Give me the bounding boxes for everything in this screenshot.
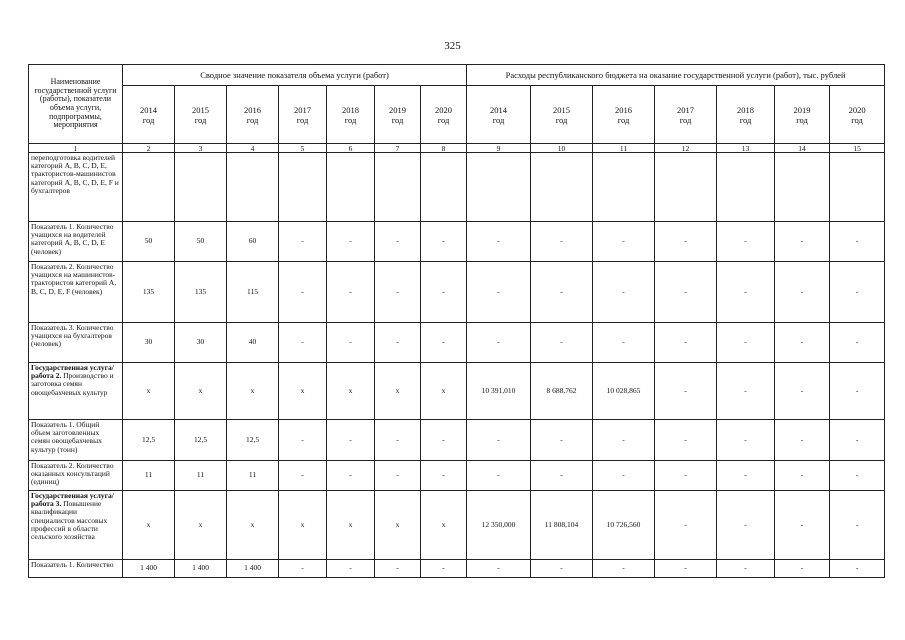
- value-cell-col-3: 12,5: [175, 420, 227, 461]
- column-number-9: 9: [467, 144, 531, 153]
- value-cell-col-13: -: [717, 323, 775, 363]
- value-cell-col-4: x: [227, 363, 279, 420]
- year-suffix: год: [492, 114, 505, 125]
- row-name: Повышение квалификации специалистов массовых профессий в области сельского хозяйства: [31, 499, 108, 542]
- year-header-13: [717, 86, 775, 144]
- value-cell-col-3: 50: [175, 222, 227, 262]
- value-cell-col-11: -: [593, 323, 655, 363]
- year-header-2: [123, 86, 175, 144]
- year-value: 2019: [389, 104, 406, 115]
- value-cell-col-4: x: [227, 491, 279, 560]
- value-cell-col-9: 10 391,010: [467, 363, 531, 420]
- year-suffix: год: [246, 114, 259, 125]
- row-name: Показатель 1. Количество учащихся на водителей категорий A, B, C, D, E (человек): [31, 222, 114, 256]
- year-header-row: [29, 86, 885, 144]
- value-cell-col-13: -: [717, 491, 775, 560]
- value-cell-col-6: -: [327, 461, 375, 491]
- value-cell-col-7: x: [375, 491, 421, 560]
- value-cell-col-8: -: [421, 461, 467, 491]
- row-name: переподготовка водителей категорий A, B, C, D, E, трактористов-машинистов категорий A, B, C, D, E, F и бухгалтеров: [31, 153, 119, 195]
- year-header-15: [830, 86, 885, 144]
- value-cell-col-5: -: [279, 323, 327, 363]
- value-cell-col-13: -: [717, 420, 775, 461]
- row-name-cell: [29, 323, 123, 363]
- value-cell-col-7: -: [375, 420, 421, 461]
- value-cell-col-10: -: [531, 420, 593, 461]
- value-cell-col-6: x: [327, 363, 375, 420]
- row-name-cell: [29, 491, 123, 560]
- value-cell-col-4: 115: [227, 262, 279, 323]
- value-cell-col-15: -: [830, 560, 885, 578]
- value-cell-col-5: [279, 153, 327, 222]
- value-cell-col-6: x: [327, 491, 375, 560]
- value-cell-col-6: -: [327, 560, 375, 578]
- value-cell-col-12: -: [655, 491, 717, 560]
- year-value: 2018: [342, 104, 359, 115]
- value-cell-col-15: -: [830, 262, 885, 323]
- column-number-7: 7: [375, 144, 421, 153]
- value-cell-col-2: 30: [123, 323, 175, 363]
- value-cell-col-15: -: [830, 461, 885, 491]
- year-suffix: год: [739, 114, 752, 125]
- value-cell-col-2: 135: [123, 262, 175, 323]
- value-cell-col-15: -: [830, 363, 885, 420]
- value-cell-col-3: 1 400: [175, 560, 227, 578]
- value-cell-col-6: -: [327, 262, 375, 323]
- year-header-5: [279, 86, 327, 144]
- value-cell-col-5: -: [279, 262, 327, 323]
- column-number-15: 15: [830, 144, 885, 153]
- value-cell-col-12: -: [655, 262, 717, 323]
- value-cell-col-8: -: [421, 222, 467, 262]
- value-cell-col-5: x: [279, 491, 327, 560]
- table-row: [29, 262, 885, 323]
- value-cell-col-2: 11: [123, 461, 175, 491]
- year-value: 2016: [615, 104, 633, 115]
- value-cell-col-9: -: [467, 461, 531, 491]
- value-cell-col-3: 30: [175, 323, 227, 363]
- value-cell-col-10: -: [531, 461, 593, 491]
- table-body: [29, 153, 885, 578]
- value-cell-col-4: 60: [227, 222, 279, 262]
- value-cell-col-7: -: [375, 461, 421, 491]
- value-cell-col-8: [421, 153, 467, 222]
- value-cell-col-14: -: [775, 323, 830, 363]
- value-cell-col-9: [467, 153, 531, 222]
- value-cell-col-10: -: [531, 262, 593, 323]
- value-cell-col-14: -: [775, 262, 830, 323]
- value-cell-col-8: x: [421, 491, 467, 560]
- value-cell-col-7: -: [375, 323, 421, 363]
- value-cell-col-2: [123, 153, 175, 222]
- value-cell-col-7: -: [375, 560, 421, 578]
- value-cell-col-11: -: [593, 262, 655, 323]
- year-value: 2016: [244, 104, 261, 115]
- row-name-cell: [29, 262, 123, 323]
- value-cell-col-12: -: [655, 461, 717, 491]
- table-row: [29, 222, 885, 262]
- year-header-10: [531, 86, 593, 144]
- value-cell-col-9: -: [467, 560, 531, 578]
- value-cell-col-11: 10 726,560: [593, 491, 655, 560]
- year-header-12: [655, 86, 717, 144]
- value-cell-col-11: -: [593, 560, 655, 578]
- value-cell-col-7: [375, 153, 421, 222]
- column-number-10: 10: [531, 144, 593, 153]
- year-value: 2014: [140, 104, 157, 115]
- row-name: Показатель 1. Общий объем заготовленных семян овощебахчевых культур (тонн): [31, 420, 102, 454]
- table-row: [29, 420, 885, 461]
- value-cell-col-8: -: [421, 560, 467, 578]
- row-name: Показатель 3. Количество учащихся на бухгалтеров (человек): [31, 323, 114, 349]
- year-value: 2019: [793, 104, 811, 115]
- year-suffix: год: [796, 114, 808, 125]
- value-cell-col-3: x: [175, 363, 227, 420]
- value-cell-col-4: 12,5: [227, 420, 279, 461]
- expenses-group-header: Расходы республиканского бюджета на оказание государственной услуги (работ), тыс. рублей: [467, 65, 885, 86]
- value-cell-col-2: 12,5: [123, 420, 175, 461]
- column-number-11: 11: [593, 144, 655, 153]
- year-suffix: год: [142, 114, 155, 125]
- value-cell-col-6: -: [327, 222, 375, 262]
- value-cell-col-7: x: [375, 363, 421, 420]
- value-cell-col-10: 11 808,104: [531, 491, 593, 560]
- year-header-11: [593, 86, 655, 144]
- value-cell-col-9: -: [467, 420, 531, 461]
- row-name-cell: [29, 222, 123, 262]
- year-suffix: год: [851, 114, 863, 125]
- value-cell-col-12: [655, 153, 717, 222]
- column-number-2: 2: [123, 144, 175, 153]
- row-name: Показатель 2. Количество учащихся на машинистов-трактористов категорий A, B, C, D, E, F (человек): [31, 262, 117, 296]
- value-cell-col-5: -: [279, 420, 327, 461]
- value-cell-col-12: -: [655, 323, 717, 363]
- table-row: [29, 153, 885, 222]
- value-cell-col-12: -: [655, 222, 717, 262]
- value-cell-col-4: 11: [227, 461, 279, 491]
- year-suffix: год: [194, 114, 207, 125]
- value-cell-col-10: [531, 153, 593, 222]
- column-number-6: 6: [327, 144, 375, 153]
- value-cell-col-7: -: [375, 262, 421, 323]
- value-cell-col-13: -: [717, 461, 775, 491]
- value-cell-col-10: -: [531, 222, 593, 262]
- value-cell-col-6: [327, 153, 375, 222]
- value-cell-col-2: 50: [123, 222, 175, 262]
- value-cell-col-4: 40: [227, 323, 279, 363]
- value-cell-col-14: -: [775, 222, 830, 262]
- value-cell-col-15: -: [830, 420, 885, 461]
- value-cell-col-9: -: [467, 262, 531, 323]
- value-cell-col-14: -: [775, 491, 830, 560]
- value-cell-col-11: 10 028,865: [593, 363, 655, 420]
- value-cell-col-15: -: [830, 323, 885, 363]
- value-cell-col-8: x: [421, 363, 467, 420]
- value-cell-col-5: -: [279, 222, 327, 262]
- value-cell-col-10: -: [531, 323, 593, 363]
- year-header-7: [375, 86, 421, 144]
- column-number-3: 3: [175, 144, 227, 153]
- service-title: Государственная услуга/работа 3.: [31, 491, 114, 509]
- value-cell-col-14: -: [775, 461, 830, 491]
- column-number-1: 1: [29, 144, 123, 153]
- year-value: 2017: [294, 104, 311, 115]
- column-number-row: [29, 144, 885, 153]
- value-cell-col-3: x: [175, 491, 227, 560]
- value-cell-col-5: -: [279, 461, 327, 491]
- column-number-12: 12: [655, 144, 717, 153]
- value-cell-col-6: -: [327, 420, 375, 461]
- value-cell-col-10: 8 688,762: [531, 363, 593, 420]
- value-cell-col-8: -: [421, 323, 467, 363]
- row-name-cell: [29, 461, 123, 491]
- column-number-5: 5: [279, 144, 327, 153]
- value-cell-col-9: -: [467, 323, 531, 363]
- year-suffix: год: [296, 114, 309, 125]
- value-cell-col-13: [717, 153, 775, 222]
- value-cell-col-7: -: [375, 222, 421, 262]
- row-name-cell: [29, 153, 123, 222]
- row-name: Показатель 2. Количество оказанных консультаций (единиц): [31, 461, 114, 487]
- value-cell-col-15: -: [830, 491, 885, 560]
- year-suffix: год: [437, 114, 450, 125]
- value-cell-col-2: 1 400: [123, 560, 175, 578]
- value-cell-col-13: -: [717, 560, 775, 578]
- column-number-4: 4: [227, 144, 279, 153]
- year-suffix: год: [391, 114, 404, 125]
- row-name-cell: [29, 420, 123, 461]
- year-header-8: [421, 86, 467, 144]
- value-cell-col-5: x: [279, 363, 327, 420]
- value-cell-col-11: -: [593, 222, 655, 262]
- value-cell-col-11: -: [593, 420, 655, 461]
- year-suffix: год: [555, 114, 568, 125]
- year-value: 2020: [848, 104, 866, 115]
- value-cell-col-3: [175, 153, 227, 222]
- service-title: Государственная услуга/работа 2.: [31, 363, 114, 381]
- name-column-header: Наименование государственной услуги (работы), показатели объема услуги, подпрограммы, мероприятия: [29, 65, 123, 144]
- column-number-13: 13: [717, 144, 775, 153]
- budget-table: [28, 64, 885, 578]
- page-number: 325: [444, 40, 461, 52]
- value-cell-col-3: 135: [175, 262, 227, 323]
- table-row: [29, 323, 885, 363]
- value-cell-col-12: -: [655, 363, 717, 420]
- value-cell-col-11: -: [593, 461, 655, 491]
- value-cell-col-15: [830, 153, 885, 222]
- value-cell-col-8: -: [421, 262, 467, 323]
- table-row: [29, 560, 885, 578]
- row-name-cell: [29, 363, 123, 420]
- year-value: 2015: [192, 104, 209, 115]
- year-value: 2020: [435, 104, 453, 115]
- value-cell-col-5: -: [279, 560, 327, 578]
- value-cell-col-2: x: [123, 363, 175, 420]
- value-cell-col-4: 1 400: [227, 560, 279, 578]
- value-cell-col-13: -: [717, 222, 775, 262]
- value-cell-col-14: -: [775, 363, 830, 420]
- value-cell-col-9: -: [467, 222, 531, 262]
- value-cell-col-14: -: [775, 560, 830, 578]
- value-cell-col-14: [775, 153, 830, 222]
- table-row: [29, 491, 885, 560]
- row-name-cell: [29, 560, 123, 578]
- value-cell-col-6: -: [327, 323, 375, 363]
- year-header-14: [775, 86, 830, 144]
- year-value: 2017: [677, 104, 695, 115]
- year-suffix: год: [617, 114, 630, 125]
- value-cell-col-14: -: [775, 420, 830, 461]
- value-cell-col-11: [593, 153, 655, 222]
- value-cell-col-8: -: [421, 420, 467, 461]
- value-cell-col-15: -: [830, 222, 885, 262]
- column-number-8: 8: [421, 144, 467, 153]
- value-cell-col-13: -: [717, 262, 775, 323]
- table-row: [29, 363, 885, 420]
- column-number-14: 14: [775, 144, 830, 153]
- value-cell-col-9: 12 350,000: [467, 491, 531, 560]
- year-suffix: год: [679, 114, 692, 125]
- value-cell-col-13: -: [717, 363, 775, 420]
- value-cell-col-3: 11: [175, 461, 227, 491]
- value-cell-col-4: [227, 153, 279, 222]
- year-header-6: [327, 86, 375, 144]
- year-header-3: [175, 86, 227, 144]
- summary-group-header: Сводное значение показателя объема услуги (работ): [123, 65, 467, 86]
- year-header-9: [467, 86, 531, 144]
- year-value: 2014: [490, 104, 508, 115]
- row-name: Производство и заготовка семян овощебахчевых культур: [31, 371, 114, 397]
- value-cell-col-12: -: [655, 420, 717, 461]
- year-value: 2015: [553, 104, 571, 115]
- value-cell-col-10: -: [531, 560, 593, 578]
- year-value: 2018: [737, 104, 755, 115]
- row-name: Показатель 1. Количество: [31, 560, 114, 569]
- year-header-4: [227, 86, 279, 144]
- value-cell-col-2: x: [123, 491, 175, 560]
- year-suffix: год: [344, 114, 357, 125]
- value-cell-col-12: -: [655, 560, 717, 578]
- table-row: [29, 461, 885, 491]
